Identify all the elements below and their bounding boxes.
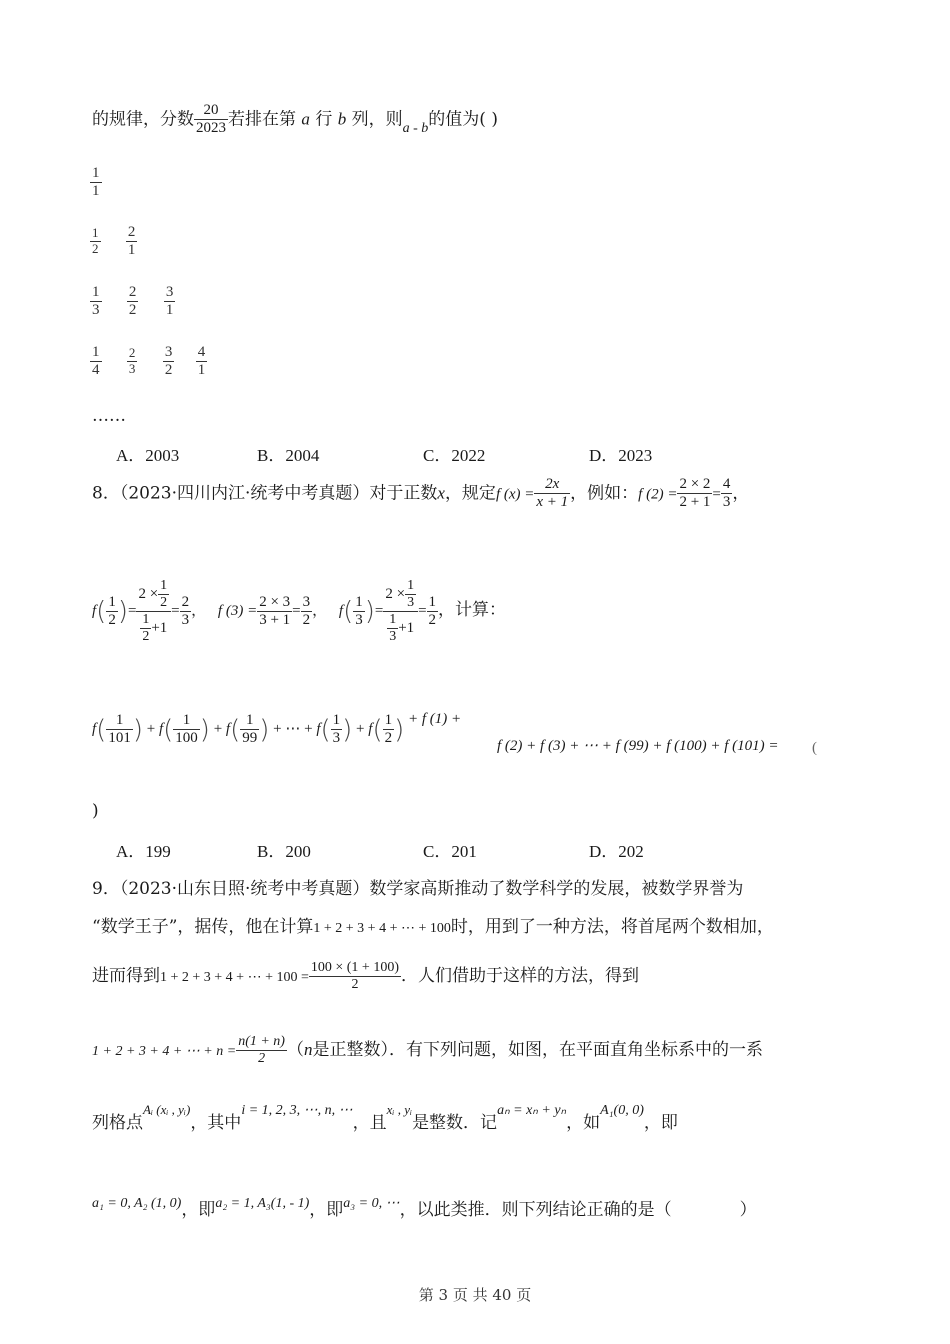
q7-option-a[interactable]: A．2003 — [116, 446, 180, 465]
triangle-row-2 — [90, 224, 137, 260]
tri-fraction: $\frac{1}{3}$ — [92, 284, 100, 319]
tri-fraction: $\frac{1}{1}$ — [92, 165, 100, 200]
q8-option-b[interactable]: B．200 — [257, 842, 311, 861]
q9-line-6: $^{a_1 = 0, A_2 (1, 0)}$，即$^{a_2 = 1, A_3(1, - 1)}$，即$^{a_3 = 0, \cdots}$，以此类推．则下列结论正确的是（ ） — [92, 1196, 757, 1220]
q8-answer-open-paren: ( — [812, 740, 817, 756]
q7-prefix: 的规律，分数 — [92, 109, 194, 130]
tri-fraction: $\frac{1}{2}$ — [92, 225, 99, 257]
a-minus-b: a - b — [402, 121, 429, 137]
q8-option-c[interactable]: C．201 — [423, 842, 477, 861]
compound-fraction: 2 × $\frac{1}{3}$ $\frac{1}{3}$ +1 — [383, 578, 418, 645]
q9-line-3: 进而得到1 + 2 + 3 + 4 + ⋯ + 100 = $\frac{100 \times (1 + 100)}{2}$ ．人们借助于这样的方法，得到 — [92, 960, 639, 993]
q8-sum-expression: f( $\frac{1}{101}$ ) + f( $\frac{1}{100}$ ) + f( $\frac{1}{99}$ ) + ⋯ + f( $\frac{1}{3}$ ) + f( $\frac{1}{2}$ ) + f (1) + — [92, 711, 462, 747]
tri-fraction: $\frac{3}{2}$ — [164, 344, 173, 379]
q7-option-c[interactable]: C．2022 — [423, 446, 486, 465]
q9-line-5: 列格点$^{Aᵢ (xᵢ , yᵢ)}$，其中$^{i = 1, 2, 3, \cdots, n, \cdots}$，且$^{xᵢ , yᵢ}$是整数．记$^{a_n = x_n + y_n}$，如$^{A_1(0, 0)}$，即 — [92, 1102, 678, 1133]
q7-option-b[interactable]: B．2004 — [257, 446, 320, 465]
tri-fraction: $\frac{2}{2}$ — [128, 284, 137, 319]
tri-fraction: $\frac{2}{3}$ — [128, 345, 136, 377]
tri-fraction: $\frac{1}{4}$ — [92, 344, 100, 379]
triangle-row-3 — [90, 284, 175, 320]
q9-line-2: “数学王子”，据传，他在计算1 + 2 + 3 + 4 + ⋯ + 100时，用到了一种方法，将首尾两个数相加， — [92, 917, 774, 937]
q7-stem-line: 的规律，分数 $\frac{20}{2023}$ 若排在第 a 行 b 列，则$_{a - b}$的值为( ) — [92, 102, 498, 137]
compound-fraction: 2 × $\frac{1}{2}$ $\frac{1}{2}$ +1 — [136, 578, 171, 645]
q9-line-4: 1 + 2 + 3 + 4 + ⋯ + n = $\frac{n(1 + n)}{2}$ （n是正整数）．有下列问题，如图，在平面直角坐标系中的一系 — [92, 1034, 763, 1067]
q9-line-1: 9．（2023·山东日照·统考中考真题）数学家高斯推动了数学科学的发展，被数学界誉为 — [92, 879, 744, 899]
triangle-row-1 — [90, 165, 102, 201]
tri-fraction: $\frac{2}{1}$ — [127, 224, 136, 259]
tri-fraction: $\frac{3}{1}$ — [165, 284, 174, 319]
triangle-ellipsis: …… — [92, 406, 126, 426]
fraction-20-2023: $\frac{20}{2023}$ — [196, 102, 226, 137]
q8-stem-line: 8．（2023·四川内江·统考中考真题）对于正数x，规定f (x) = $\frac{2x}{x + 1}$ ，例如：f (2) = $\frac{2 \times 2}{2 + 1}$ = $\frac{4}{3}$ ， — [92, 476, 750, 511]
fx-definition: f (x) = — [495, 486, 535, 503]
q8-option-d[interactable]: D．202 — [589, 842, 644, 861]
page-footer: 第 3 页 共 40 页 — [418, 1286, 532, 1304]
q8-answer-close-paren: ) — [92, 801, 99, 821]
triangle-row-4 — [90, 344, 207, 380]
tri-fraction: $\frac{4}{1}$ — [197, 344, 206, 379]
q8-option-a[interactable]: A．199 — [116, 842, 171, 861]
q8-examples-line: f( $\frac{1}{2}$ )= 2 × $\frac{1}{2}$ $\frac{1}{2}$ +1 = $\frac{2}{3}$ ， f (3) = $\frac{2 \times 3}{3 + 1}$ = $\frac{3}{2}$ ， f( $\frac{1}{3}$ )= 2 × $\frac{1}{3}$ $\frac{1}{3}$ +1 = $\frac{1}{2}$ ，计算： — [92, 578, 507, 645]
q8-sum-tail: f (2) + f (3) + ⋯ + f (99) + f (100) + f (101) = — [497, 738, 779, 754]
q7-option-d[interactable]: D．2023 — [589, 446, 653, 465]
